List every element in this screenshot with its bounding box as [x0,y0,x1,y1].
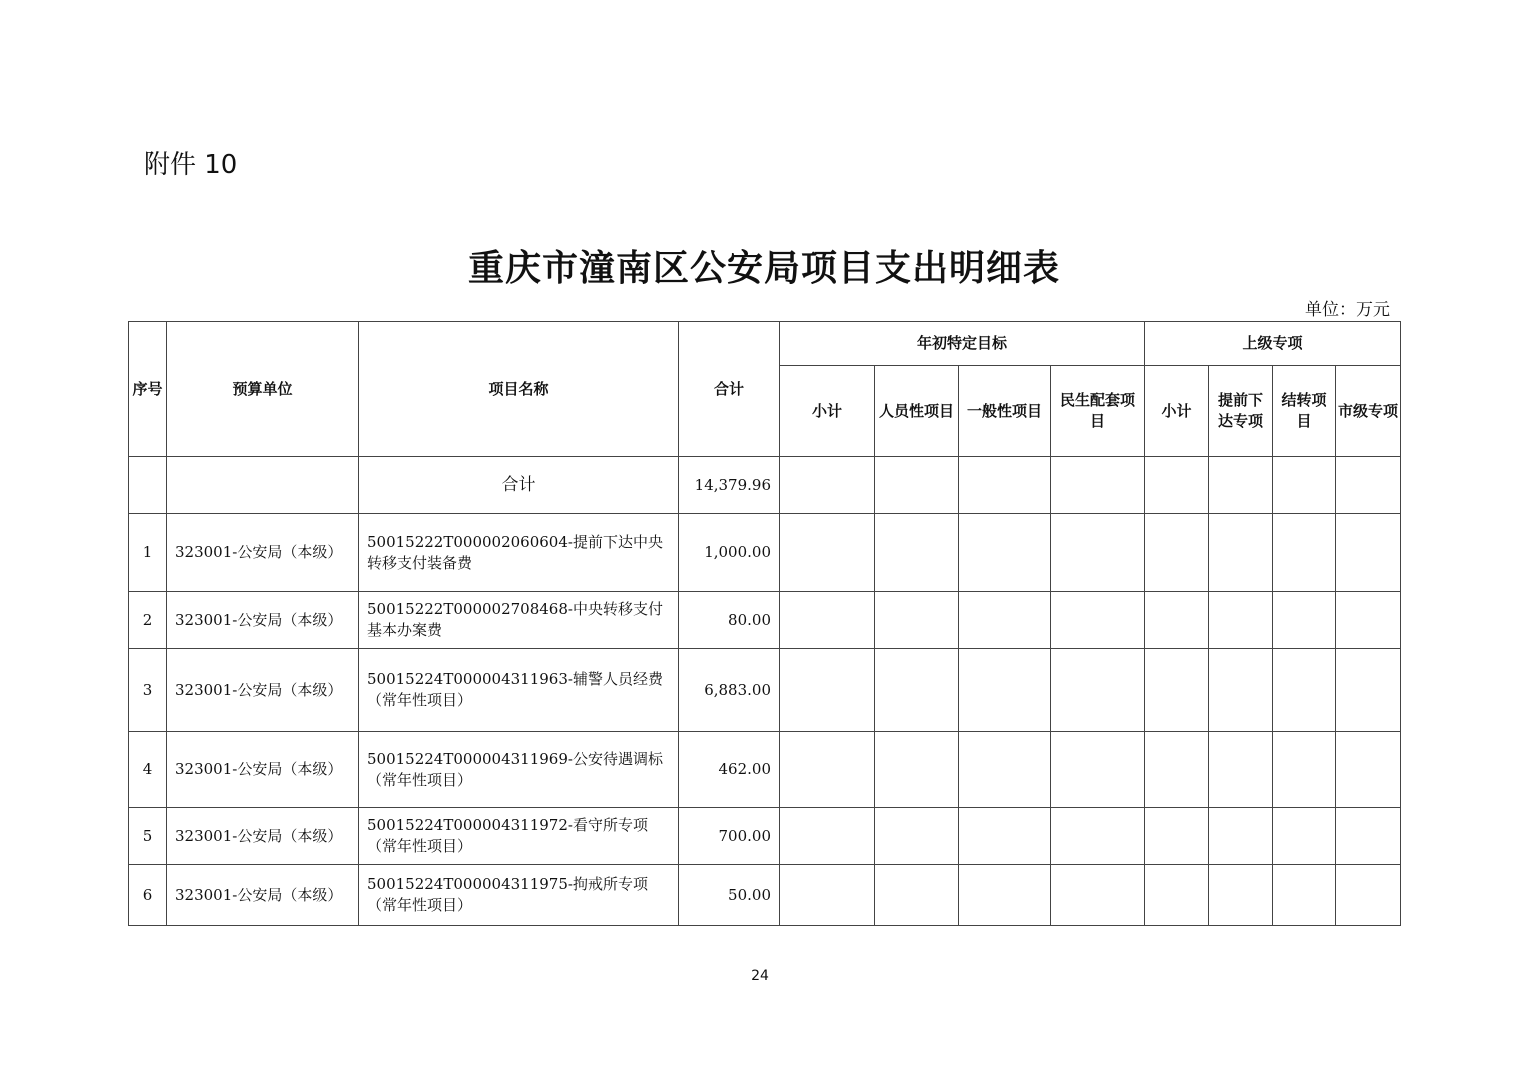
row-amount: 6,883.00 [679,649,780,732]
header-unit: 预算单位 [167,322,359,457]
row-project: 50015224T000004311972-看守所专项（常年性项目） [359,808,679,865]
expenditure-table [128,321,1401,926]
row-project: 50015224T000004311975-拘戒所专项（常年性项目） [359,865,679,926]
row-project: 50015224T000004311963-辅警人员经费（常年性项目） [359,649,679,732]
header-project: 项目名称 [359,322,679,457]
header-superior-subtotal: 小计 [1145,366,1209,457]
header-seq: 序号 [129,322,167,457]
row-unit: 323001-公安局（本级） [167,865,359,926]
header-personnel-project: 人员性项目 [875,366,959,457]
table-row [129,514,1401,592]
row-amount: 80.00 [679,592,780,649]
total-row [129,457,1401,514]
row-seq: 5 [129,808,167,865]
row-seq: 3 [129,649,167,732]
unit-label: 单位：万元 [1305,300,1390,320]
row-amount: 50.00 [679,865,780,926]
row-project: 50015222T000002060604-提前下达中央转移支付装备费 [359,514,679,592]
header-general-project: 一般性项目 [959,366,1051,457]
row-amount: 700.00 [679,808,780,865]
header-livelihood-project: 民生配套项目 [1051,366,1145,457]
total-label: 合计 [359,457,679,514]
row-seq: 2 [129,592,167,649]
row-unit: 323001-公安局（本级） [167,649,359,732]
row-seq: 1 [129,514,167,592]
page-title: 重庆市潼南区公安局项目支出明细表 [467,248,1060,289]
row-project: 50015224T000004311969-公安待遇调标（常年性项目） [359,732,679,808]
header-initial-subtotal: 小计 [780,366,875,457]
row-seq: 4 [129,732,167,808]
page-number: 24 [751,968,769,984]
row-unit: 323001-公安局（本级） [167,514,359,592]
header-advance-special: 提前下达专项 [1209,366,1273,457]
row-amount: 462.00 [679,732,780,808]
header-group-superior: 上级专项 [1145,322,1401,366]
row-amount: 1,000.00 [679,514,780,592]
table-row [129,649,1401,732]
total-amount: 14,379.96 [679,457,780,514]
attachment-label: 附件 10 [144,150,238,180]
header-carryover-project: 结转项目 [1273,366,1336,457]
row-seq: 6 [129,865,167,926]
row-unit: 323001-公安局（本级） [167,732,359,808]
row-unit: 323001-公安局（本级） [167,592,359,649]
table-row [129,865,1401,926]
table-row [129,592,1401,649]
row-unit: 323001-公安局（本级） [167,808,359,865]
header-row-1 [129,322,1401,366]
row-project: 50015222T000002708468-中央转移支付基本办案费 [359,592,679,649]
header-city-special: 市级专项 [1336,366,1401,457]
table-row [129,732,1401,808]
header-total: 合计 [679,322,780,457]
header-group-initial: 年初特定目标 [780,322,1145,366]
table-row [129,808,1401,865]
